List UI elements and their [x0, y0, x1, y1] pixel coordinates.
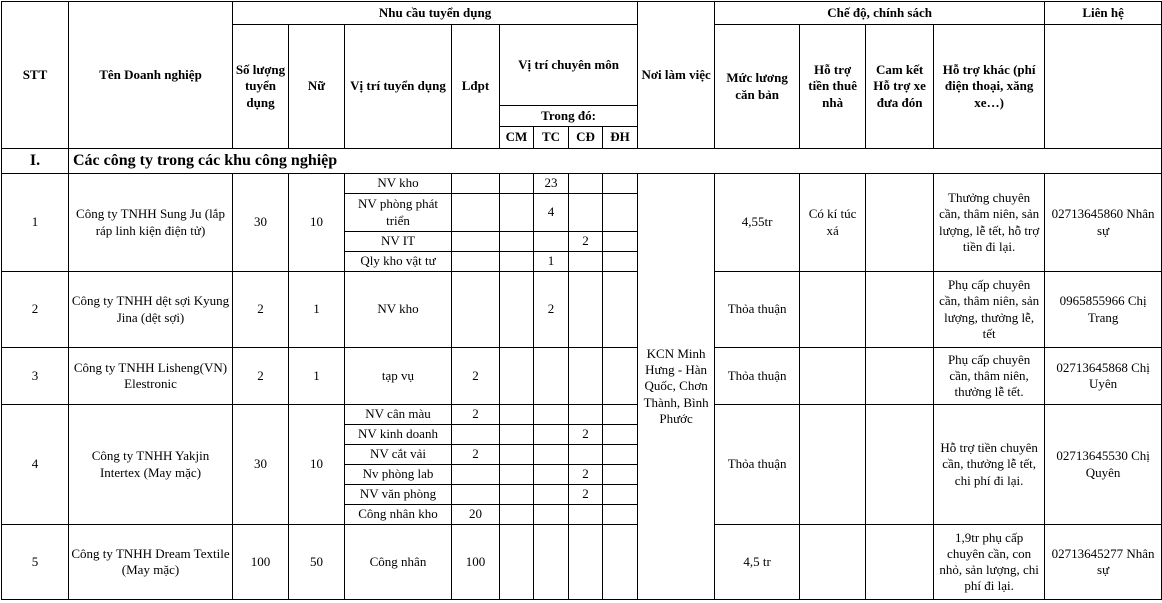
position-ldpt: 20 [452, 505, 500, 525]
header-housing: Hỗ trợ tiền thuê nhà [800, 25, 866, 149]
position-ldpt [452, 232, 500, 252]
position-cd [569, 348, 603, 405]
position-cm [500, 465, 534, 485]
company-other-support: Thưởng chuyên cần, thâm niên, sản lượng, lễ tết, hỗ trợ tiền đi lại. [934, 174, 1045, 272]
company-salary: Thỏa thuận [715, 405, 800, 525]
company-other-support: Phụ cấp chuyên cần, thâm niên, thưởng lễ tết. [934, 348, 1045, 405]
position-dh [603, 445, 638, 465]
position-name: NV kho [345, 272, 452, 348]
company-name: Công ty TNHH Sung Ju (lắp ráp linh kiện điện tử) [69, 174, 233, 272]
position-cd [569, 194, 603, 232]
table-row [2, 348, 1162, 405]
position-dh [603, 505, 638, 525]
position-ldpt: 2 [452, 445, 500, 465]
position-tc [534, 232, 569, 252]
position-dh [603, 485, 638, 505]
company-female: 50 [289, 525, 345, 600]
position-name: NV kinh doanh [345, 425, 452, 445]
company-shuttle [866, 348, 934, 405]
position-ldpt [452, 174, 500, 194]
workplace-cell: KCN Minh Hưng - Hàn Quốc, Chơn Thành, Bình Phước [638, 174, 715, 600]
company-contact: 02713645277 Nhân sự [1045, 525, 1162, 600]
header-company: Tên Doanh nghiệp [69, 2, 233, 149]
position-cd [569, 405, 603, 425]
company-stt: 3 [2, 348, 69, 405]
position-name: tạp vụ [345, 348, 452, 405]
position-name: NV kho [345, 174, 452, 194]
header-tc: TC [534, 127, 569, 149]
position-cm [500, 505, 534, 525]
position-name: NV văn phòng [345, 485, 452, 505]
company-stt: 4 [2, 405, 69, 525]
header-cd: CĐ [569, 127, 603, 149]
header-stt: STT [2, 2, 69, 149]
position-cd: 2 [569, 232, 603, 252]
company-salary: Thỏa thuận [715, 272, 800, 348]
position-cd [569, 525, 603, 600]
position-ldpt [452, 485, 500, 505]
company-housing [800, 525, 866, 600]
position-ldpt: 2 [452, 348, 500, 405]
position-ldpt [452, 272, 500, 348]
position-ldpt [452, 194, 500, 232]
position-dh [603, 525, 638, 600]
company-name: Công ty TNHH dệt sợi Kyung Jina (dệt sợi) [69, 272, 233, 348]
company-stt: 2 [2, 272, 69, 348]
header-workplace: Nơi làm việc [638, 2, 715, 149]
header-ldpt: Lđpt [452, 25, 500, 149]
company-quantity: 2 [233, 272, 289, 348]
company-name: Công ty TNHH Lisheng(VN) Elestronic [69, 348, 233, 405]
company-name: Công ty TNHH Dream Textile (May mặc) [69, 525, 233, 600]
position-name: NV cân màu [345, 405, 452, 425]
header-contact: Liên hệ [1045, 2, 1162, 25]
company-shuttle [866, 272, 934, 348]
company-female: 1 [289, 348, 345, 405]
position-name: NV phòng phát triển [345, 194, 452, 232]
header-salary: Mức lương căn bản [715, 25, 800, 149]
position-cm [500, 272, 534, 348]
company-salary: 4,5 tr [715, 525, 800, 600]
company-contact: 0965855966 Chị Trang [1045, 272, 1162, 348]
position-tc [534, 348, 569, 405]
position-tc [534, 405, 569, 425]
position-cd [569, 272, 603, 348]
company-salary: 4,55tr [715, 174, 800, 272]
position-name: NV IT [345, 232, 452, 252]
table-row [2, 174, 1162, 194]
position-cd [569, 445, 603, 465]
position-dh [603, 272, 638, 348]
position-ldpt: 2 [452, 405, 500, 425]
header-recruitment-needs: Nhu cầu tuyển dụng [233, 2, 638, 25]
position-tc: 23 [534, 174, 569, 194]
company-stt: 1 [2, 174, 69, 272]
position-ldpt [452, 252, 500, 272]
position-tc [534, 505, 569, 525]
position-ldpt: 100 [452, 525, 500, 600]
position-tc [534, 485, 569, 505]
position-dh [603, 194, 638, 232]
recruitment-table [1, 1, 1162, 600]
company-female: 10 [289, 405, 345, 525]
position-cd [569, 505, 603, 525]
position-tc [534, 525, 569, 600]
position-name: NV cắt vải [345, 445, 452, 465]
company-quantity: 2 [233, 348, 289, 405]
company-other-support: Phụ cấp chuyên cần, thâm niên, sản lượng, thưởng lễ, tết [934, 272, 1045, 348]
position-tc: 2 [534, 272, 569, 348]
position-cd [569, 252, 603, 272]
section-row [2, 149, 1162, 174]
header-quantity: Số lượng tuyển dụng [233, 25, 289, 149]
company-female: 1 [289, 272, 345, 348]
header-specialty: Vị trí chuyên môn [500, 25, 638, 106]
position-tc: 1 [534, 252, 569, 272]
company-housing [800, 272, 866, 348]
company-female: 10 [289, 174, 345, 272]
position-cd: 2 [569, 485, 603, 505]
company-shuttle [866, 525, 934, 600]
position-cm [500, 425, 534, 445]
header-contact-blank [1045, 25, 1162, 149]
position-cd: 2 [569, 465, 603, 485]
company-other-support: 1,9tr phụ cấp chuyên cần, con nhỏ, sản lượng, chi phí đi lại. [934, 525, 1045, 600]
header-dh: ĐH [603, 127, 638, 149]
position-cd [569, 174, 603, 194]
company-salary: Thỏa thuận [715, 348, 800, 405]
position-ldpt [452, 465, 500, 485]
position-name: Công nhân kho [345, 505, 452, 525]
header-female: Nữ [289, 25, 345, 149]
company-shuttle [866, 405, 934, 525]
company-housing [800, 405, 866, 525]
company-housing [800, 348, 866, 405]
table-row [2, 272, 1162, 348]
position-cm [500, 405, 534, 425]
company-contact: 02713645860 Nhân sự [1045, 174, 1162, 272]
table-row [2, 525, 1162, 600]
position-name: Qly kho vật tư [345, 252, 452, 272]
header-policy: Chế độ, chính sách [715, 2, 1045, 25]
position-tc [534, 425, 569, 445]
position-cm [500, 445, 534, 465]
position-tc: 4 [534, 194, 569, 232]
position-ldpt [452, 425, 500, 445]
position-dh [603, 348, 638, 405]
header-of-which: Trong đó: [500, 106, 638, 127]
company-contact: 02713645868 Chị Uyên [1045, 348, 1162, 405]
position-name: Công nhân [345, 525, 452, 600]
position-dh [603, 465, 638, 485]
position-dh [603, 252, 638, 272]
position-dh [603, 425, 638, 445]
company-stt: 5 [2, 525, 69, 600]
company-contact: 02713645530 Chị Quyên [1045, 405, 1162, 525]
table-row [2, 405, 1162, 425]
company-quantity: 30 [233, 174, 289, 272]
position-cm [500, 525, 534, 600]
position-cm [500, 485, 534, 505]
position-dh [603, 232, 638, 252]
header-other-support: Hỗ trợ khác (phí điện thoại, xăng xe…) [934, 25, 1045, 149]
section-index: I. [2, 149, 69, 174]
position-cm [500, 194, 534, 232]
position-tc [534, 465, 569, 485]
header-cm: CM [500, 127, 534, 149]
position-cm [500, 232, 534, 252]
company-shuttle [866, 174, 934, 272]
position-cm [500, 252, 534, 272]
position-cd: 2 [569, 425, 603, 445]
section-title: Các công ty trong các khu công nghiệp [69, 149, 1162, 174]
position-tc [534, 445, 569, 465]
header-position: Vị trí tuyển dụng [345, 25, 452, 149]
position-cm [500, 348, 534, 405]
header-shuttle: Cam kết Hỗ trợ xe đưa đón [866, 25, 934, 149]
company-housing: Có kí túc xá [800, 174, 866, 272]
position-name: Nv phòng lab [345, 465, 452, 485]
company-quantity: 100 [233, 525, 289, 600]
position-dh [603, 174, 638, 194]
company-other-support: Hỗ trợ tiền chuyên cần, thưởng lễ tết, chi phí đi lại. [934, 405, 1045, 525]
company-name: Công ty TNHH Yakjin Intertex (May mặc) [69, 405, 233, 525]
position-cm [500, 174, 534, 194]
position-dh [603, 405, 638, 425]
company-quantity: 30 [233, 405, 289, 525]
